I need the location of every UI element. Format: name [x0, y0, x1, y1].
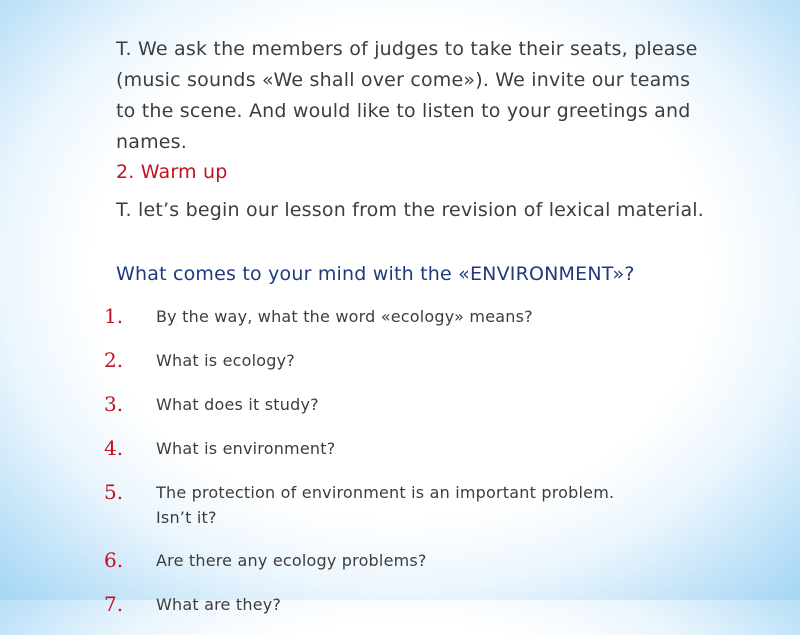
intro-paragraph: T. We ask the members of judges to take their seats, please (music sounds «We shall over come»). We invite our teams to the scene. And would like to listen to your greetings and names.: [116, 38, 698, 153]
list-number: 7.: [104, 592, 124, 616]
list-number: 3.: [104, 392, 124, 416]
question-list: [104, 303, 724, 635]
list-number: 2.: [104, 348, 124, 372]
list-number: 6.: [104, 548, 124, 572]
list-number: 5.: [104, 480, 124, 504]
list-item: [104, 435, 724, 462]
list-item: [104, 479, 724, 530]
list-text: What is ecology?: [156, 351, 295, 370]
section-heading: 2. Warm up: [116, 161, 228, 183]
list-item: [104, 547, 724, 574]
list-item: [104, 391, 724, 418]
list-number: 1.: [104, 304, 124, 328]
question-heading: What comes to your mind with the «ENVIRONMENT»?: [116, 263, 635, 285]
list-text: What is environment?: [156, 439, 336, 458]
list-text: The protection of environment is an important problem. Isn’t it?: [156, 483, 615, 527]
list-item: [104, 303, 724, 330]
list-item: [104, 347, 724, 374]
list-text: Are there any ecology problems?: [156, 551, 427, 570]
warmup-paragraph: T. let’s begin our lesson from the revision of lexical material.: [116, 199, 705, 221]
list-text: By the way, what the word «ecology» means?: [156, 307, 533, 326]
list-item: [104, 591, 724, 618]
list-text: What are they?: [156, 595, 282, 614]
list-text: What does it study?: [156, 395, 319, 414]
list-number: 4.: [104, 436, 124, 460]
